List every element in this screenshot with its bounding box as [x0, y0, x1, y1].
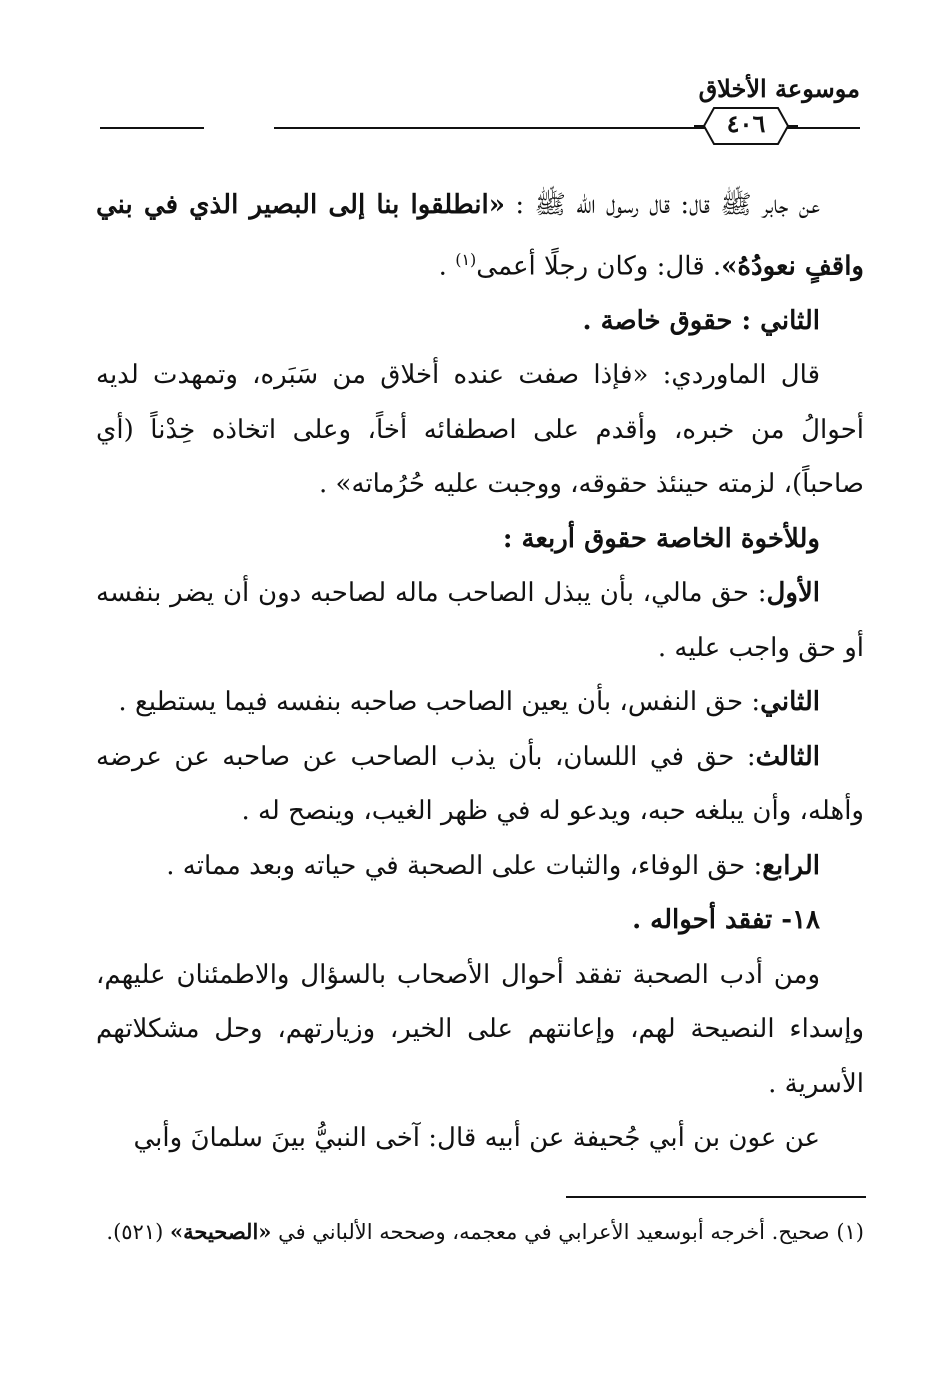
footnote-rule: [566, 1196, 866, 1198]
right-one-label: الأول: [766, 578, 820, 609]
right-one-text: : حق مالي، بأن يبذل الصاحب ماله لصاحبه دون أن يضر بنفسه أو حق واجب عليه .: [96, 578, 864, 663]
awn-paragraph: عن عون بن أبي جُحيفة عن أبيه قال: آخى النبيُّ بينَ سلمانَ وأبي: [133, 1123, 820, 1154]
right-two-label: الثاني: [760, 687, 820, 718]
heading-second: الثاني : حقوق خاصة .: [582, 305, 820, 336]
hadith-note: . قال: وكان رجلًا أعمى: [476, 251, 722, 282]
right-two-text: : حق النفس، بأن يعين الصاحب صاحبه بنفسه فيما يستطيع .: [118, 687, 761, 718]
footnote-text: (١) صحيح. أخرجه أبوسعيد الأعرابي في معجمه، وصححه الألباني في: [271, 1220, 864, 1244]
heading-four-rights: وللأخوة الخاصة حقوق أربعة :: [502, 523, 820, 554]
footnote-end: (٥٢١).: [106, 1220, 170, 1244]
right-four: [96, 839, 864, 894]
heading-18: ١٨- تفقد أحواله .: [632, 905, 820, 936]
running-header: [100, 60, 860, 103]
page-number: ٤٠٦: [726, 109, 766, 138]
hadith-quote: «انطلقوا بنا إلى البصير الذي في بني واقفٍ نعودُهُ»: [96, 190, 864, 282]
adab-paragraph: ومن أدب الصحبة تفقد أحوال الأصحاب بالسؤال والاطمئنان عليهم، وإسداء النصيحة لهم، وإعانتهم على الخير، وزيارتهم، وحل مشكلاتهم الأسرية .: [96, 959, 864, 1099]
right-three-text: : حق في اللسان، بأن يذب الصاحب عن صاحبه عن عرضه وأهله، وأن يبلغه حبه، ويدعو له في ظهر الغيب، وينصح له .: [96, 741, 864, 827]
hadith-paragraph: [96, 178, 864, 294]
footnote: [96, 1212, 864, 1252]
footnote-ref: (١): [455, 249, 477, 269]
right-four-text: : حق الوفاء، والثبات على الصحبة في حياته وبعد مماته .: [166, 850, 763, 881]
right-three-label: الثالث: [755, 741, 820, 772]
right-one: [96, 566, 864, 675]
right-three: [96, 730, 864, 839]
footnote-source: «الصحيحة»: [170, 1219, 272, 1244]
right-two: [96, 675, 864, 730]
book-title: موسوعة الأخلاق: [698, 74, 860, 103]
main-text: [96, 178, 864, 1166]
right-four-label: الرابع: [762, 850, 820, 881]
hadith-end: .: [438, 251, 456, 282]
header-rule-left: [100, 127, 204, 129]
mawardi-paragraph: قال الماوردي: «فإذا صفت عنده أخلاق من سَبَره، وتمهدت لديه أحوالُ من خبره، وأقدم على اصطفائه أخاً، وعلى اتخاذه خِدْناً (أي صاحباً)، لزمته حينئذ حقوقه، ووجبت عليه حُرُماته» .: [96, 360, 864, 500]
hadith-intro: عن جابر ﷺ قال: قال رسول الله ﷺ :: [504, 190, 821, 220]
